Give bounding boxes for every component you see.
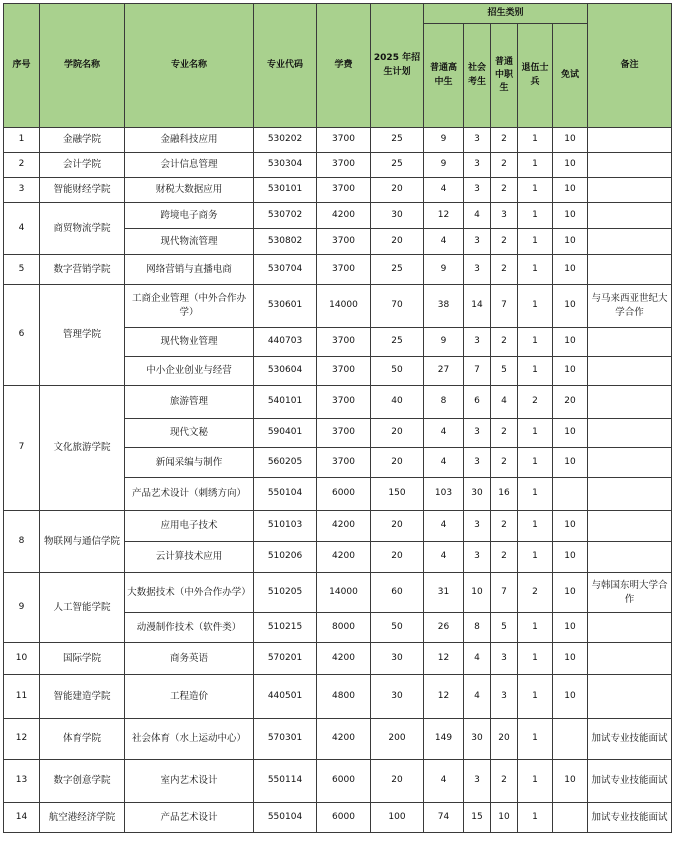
count-vet: 1 xyxy=(518,613,553,643)
count-social: 3 xyxy=(464,178,491,203)
college-name: 物联网与通信学院 xyxy=(40,511,125,573)
college-name: 航空港经济学院 xyxy=(40,803,125,833)
table-row xyxy=(4,760,672,803)
count-social: 3 xyxy=(464,153,491,178)
major-code: 550104 xyxy=(254,478,317,511)
major-code: 530704 xyxy=(254,255,317,285)
count-voc: 2 xyxy=(491,760,518,803)
major-name: 商务英语 xyxy=(125,643,254,675)
count-social: 14 xyxy=(464,285,491,328)
plan: 20 xyxy=(371,760,424,803)
count-high: 31 xyxy=(424,573,464,613)
major-name: 应用电子技术 xyxy=(125,511,254,542)
major-name: 金融科技应用 xyxy=(125,128,254,153)
plan: 200 xyxy=(371,719,424,760)
college-name: 商贸物流学院 xyxy=(40,203,125,255)
major-code: 530304 xyxy=(254,153,317,178)
count-vet: 1 xyxy=(518,357,553,386)
count-high: 38 xyxy=(424,285,464,328)
header-category: 招生类别 xyxy=(424,4,588,24)
plan: 60 xyxy=(371,573,424,613)
count-vet: 1 xyxy=(518,229,553,255)
count-vet: 1 xyxy=(518,419,553,448)
row-number: 10 xyxy=(4,643,40,675)
count-voc: 2 xyxy=(491,229,518,255)
college-name: 智能建造学院 xyxy=(40,675,125,719)
header-remark: 备注 xyxy=(588,4,672,128)
count-social: 3 xyxy=(464,419,491,448)
plan: 20 xyxy=(371,448,424,478)
row-number: 12 xyxy=(4,719,40,760)
header-college: 学院名称 xyxy=(40,4,125,128)
major-code: 550114 xyxy=(254,760,317,803)
table-row xyxy=(4,386,672,419)
major-name: 旅游管理 xyxy=(125,386,254,419)
count-exempt: 10 xyxy=(553,229,588,255)
major-name: 社会体育（水上运动中心） xyxy=(125,719,254,760)
count-vet: 2 xyxy=(518,386,553,419)
fee: 3700 xyxy=(317,448,371,478)
college-name: 数字创意学院 xyxy=(40,760,125,803)
count-vet: 1 xyxy=(518,675,553,719)
count-voc: 4 xyxy=(491,386,518,419)
major-code: 510206 xyxy=(254,542,317,573)
row-number: 13 xyxy=(4,760,40,803)
fee: 3700 xyxy=(317,128,371,153)
count-high: 74 xyxy=(424,803,464,833)
count-vet: 1 xyxy=(518,255,553,285)
count-high: 12 xyxy=(424,643,464,675)
major-name: 财税大数据应用 xyxy=(125,178,254,203)
fee: 4800 xyxy=(317,675,371,719)
table-row xyxy=(4,573,672,613)
fee: 3700 xyxy=(317,328,371,357)
count-vet: 1 xyxy=(518,203,553,229)
header-cat-high: 普通高中生 xyxy=(424,24,464,128)
count-exempt: 10 xyxy=(553,573,588,613)
count-voc: 7 xyxy=(491,285,518,328)
major-code: 540101 xyxy=(254,386,317,419)
fee: 4200 xyxy=(317,643,371,675)
table-row xyxy=(4,511,672,542)
count-voc: 2 xyxy=(491,542,518,573)
plan: 50 xyxy=(371,613,424,643)
count-high: 9 xyxy=(424,153,464,178)
major-code: 530802 xyxy=(254,229,317,255)
remark xyxy=(588,357,672,386)
count-voc: 2 xyxy=(491,128,518,153)
count-exempt: 10 xyxy=(553,255,588,285)
plan: 30 xyxy=(371,203,424,229)
remark: 加试专业技能面试 xyxy=(588,803,672,833)
major-name: 现代物流管理 xyxy=(125,229,254,255)
header-cat-voc: 普通中职生 xyxy=(491,24,518,128)
count-voc: 5 xyxy=(491,357,518,386)
remark xyxy=(588,229,672,255)
college-name: 体育学院 xyxy=(40,719,125,760)
remark xyxy=(588,178,672,203)
count-vet: 1 xyxy=(518,643,553,675)
count-vet: 1 xyxy=(518,760,553,803)
row-number: 7 xyxy=(4,386,40,511)
major-code: 440501 xyxy=(254,675,317,719)
count-exempt: 10 xyxy=(553,153,588,178)
remark xyxy=(588,128,672,153)
count-social: 4 xyxy=(464,675,491,719)
table-row xyxy=(4,128,672,153)
remark: 与韩国东明大学合作 xyxy=(588,573,672,613)
fee: 6000 xyxy=(317,803,371,833)
row-number: 1 xyxy=(4,128,40,153)
count-exempt: 10 xyxy=(553,511,588,542)
plan: 20 xyxy=(371,229,424,255)
count-high: 8 xyxy=(424,386,464,419)
remark xyxy=(588,675,672,719)
fee: 4200 xyxy=(317,542,371,573)
major-code: 530601 xyxy=(254,285,317,328)
remark: 与马来西亚世纪大学合作 xyxy=(588,285,672,328)
count-voc: 3 xyxy=(491,203,518,229)
row-number: 6 xyxy=(4,285,40,386)
college-name: 数字营销学院 xyxy=(40,255,125,285)
count-vet: 1 xyxy=(518,803,553,833)
major-name: 大数据技术（中外合作办学） xyxy=(125,573,254,613)
header-code: 专业代码 xyxy=(254,4,317,128)
count-high: 4 xyxy=(424,178,464,203)
row-number: 3 xyxy=(4,178,40,203)
count-voc: 7 xyxy=(491,573,518,613)
count-exempt: 10 xyxy=(553,203,588,229)
table-row xyxy=(4,675,672,719)
count-vet: 1 xyxy=(518,511,553,542)
count-exempt: 10 xyxy=(553,542,588,573)
count-social: 3 xyxy=(464,542,491,573)
college-name: 管理学院 xyxy=(40,285,125,386)
row-number: 14 xyxy=(4,803,40,833)
major-code: 510103 xyxy=(254,511,317,542)
major-code: 530202 xyxy=(254,128,317,153)
count-exempt xyxy=(553,803,588,833)
plan: 100 xyxy=(371,803,424,833)
fee: 4200 xyxy=(317,511,371,542)
count-social: 3 xyxy=(464,229,491,255)
table-row xyxy=(4,178,672,203)
table-body xyxy=(4,128,672,833)
count-exempt xyxy=(553,719,588,760)
count-vet: 1 xyxy=(518,719,553,760)
count-exempt: 10 xyxy=(553,448,588,478)
header-no: 序号 xyxy=(4,4,40,128)
header-plan: 2025 年招生计划 xyxy=(371,4,424,128)
major-name: 现代物业管理 xyxy=(125,328,254,357)
count-voc: 2 xyxy=(491,419,518,448)
count-social: 3 xyxy=(464,511,491,542)
plan: 25 xyxy=(371,153,424,178)
count-social: 30 xyxy=(464,719,491,760)
table-row xyxy=(4,255,672,285)
header-cat-vet: 退伍士兵 xyxy=(518,24,553,128)
major-code: 440703 xyxy=(254,328,317,357)
count-high: 4 xyxy=(424,448,464,478)
remark xyxy=(588,511,672,542)
count-high: 26 xyxy=(424,613,464,643)
college-name: 国际学院 xyxy=(40,643,125,675)
major-code: 530604 xyxy=(254,357,317,386)
count-voc: 5 xyxy=(491,613,518,643)
remark xyxy=(588,203,672,229)
count-high: 27 xyxy=(424,357,464,386)
count-social: 3 xyxy=(464,255,491,285)
major-code: 510215 xyxy=(254,613,317,643)
major-code: 530702 xyxy=(254,203,317,229)
row-number: 2 xyxy=(4,153,40,178)
major-code: 530101 xyxy=(254,178,317,203)
count-voc: 20 xyxy=(491,719,518,760)
table-row xyxy=(4,719,672,760)
admission-plan-table xyxy=(3,3,672,833)
remark xyxy=(588,448,672,478)
count-high: 9 xyxy=(424,255,464,285)
remark xyxy=(588,255,672,285)
count-exempt: 10 xyxy=(553,675,588,719)
plan: 70 xyxy=(371,285,424,328)
count-high: 9 xyxy=(424,328,464,357)
college-name: 会计学院 xyxy=(40,153,125,178)
plan: 20 xyxy=(371,178,424,203)
count-voc: 3 xyxy=(491,643,518,675)
fee: 3700 xyxy=(317,255,371,285)
plan: 30 xyxy=(371,643,424,675)
count-high: 4 xyxy=(424,419,464,448)
fee: 3700 xyxy=(317,419,371,448)
table-row xyxy=(4,285,672,328)
table-row xyxy=(4,153,672,178)
fee: 4200 xyxy=(317,719,371,760)
remark xyxy=(588,542,672,573)
fee: 3700 xyxy=(317,386,371,419)
plan: 20 xyxy=(371,511,424,542)
count-exempt: 20 xyxy=(553,386,588,419)
count-voc: 2 xyxy=(491,153,518,178)
count-exempt: 10 xyxy=(553,328,588,357)
count-high: 4 xyxy=(424,511,464,542)
major-name: 现代文秘 xyxy=(125,419,254,448)
plan: 20 xyxy=(371,542,424,573)
remark xyxy=(588,613,672,643)
plan: 20 xyxy=(371,419,424,448)
count-vet: 1 xyxy=(518,285,553,328)
major-name: 网络营销与直播电商 xyxy=(125,255,254,285)
table-row xyxy=(4,643,672,675)
fee: 3700 xyxy=(317,178,371,203)
count-high: 9 xyxy=(424,128,464,153)
plan: 25 xyxy=(371,128,424,153)
major-code: 570301 xyxy=(254,719,317,760)
count-high: 12 xyxy=(424,203,464,229)
count-voc: 16 xyxy=(491,478,518,511)
fee: 14000 xyxy=(317,285,371,328)
fee: 8000 xyxy=(317,613,371,643)
fee: 3700 xyxy=(317,357,371,386)
row-number: 4 xyxy=(4,203,40,255)
fee: 3700 xyxy=(317,153,371,178)
header-fee: 学费 xyxy=(317,4,371,128)
plan: 25 xyxy=(371,328,424,357)
plan: 50 xyxy=(371,357,424,386)
header-major: 专业名称 xyxy=(125,4,254,128)
count-vet: 1 xyxy=(518,178,553,203)
count-social: 15 xyxy=(464,803,491,833)
count-exempt: 10 xyxy=(553,419,588,448)
count-voc: 2 xyxy=(491,448,518,478)
major-name: 会计信息管理 xyxy=(125,153,254,178)
count-exempt: 10 xyxy=(553,643,588,675)
count-high: 149 xyxy=(424,719,464,760)
major-name: 新闻采编与制作 xyxy=(125,448,254,478)
fee: 3700 xyxy=(317,229,371,255)
count-vet: 1 xyxy=(518,478,553,511)
college-name: 智能财经学院 xyxy=(40,178,125,203)
remark xyxy=(588,643,672,675)
count-high: 4 xyxy=(424,542,464,573)
count-high: 4 xyxy=(424,229,464,255)
plan: 150 xyxy=(371,478,424,511)
count-vet: 1 xyxy=(518,448,553,478)
count-social: 8 xyxy=(464,613,491,643)
fee: 4200 xyxy=(317,203,371,229)
major-name: 中小企业创业与经营 xyxy=(125,357,254,386)
count-social: 3 xyxy=(464,760,491,803)
major-name: 室内艺术设计 xyxy=(125,760,254,803)
major-name: 跨境电子商务 xyxy=(125,203,254,229)
count-voc: 3 xyxy=(491,675,518,719)
count-social: 7 xyxy=(464,357,491,386)
remark: 加试专业技能面试 xyxy=(588,760,672,803)
fee: 6000 xyxy=(317,478,371,511)
remark xyxy=(588,419,672,448)
count-vet: 1 xyxy=(518,128,553,153)
count-social: 3 xyxy=(464,328,491,357)
count-exempt: 10 xyxy=(553,760,588,803)
count-exempt xyxy=(553,478,588,511)
count-vet: 1 xyxy=(518,153,553,178)
header-cat-exempt: 免试 xyxy=(553,24,588,128)
count-high: 103 xyxy=(424,478,464,511)
count-exempt: 10 xyxy=(553,128,588,153)
count-high: 4 xyxy=(424,760,464,803)
college-name: 金融学院 xyxy=(40,128,125,153)
count-vet: 2 xyxy=(518,573,553,613)
major-code: 560205 xyxy=(254,448,317,478)
count-voc: 2 xyxy=(491,328,518,357)
college-name: 人工智能学院 xyxy=(40,573,125,643)
remark: 加试专业技能面试 xyxy=(588,719,672,760)
major-code: 590401 xyxy=(254,419,317,448)
major-name: 工商企业管理（中外合作办学） xyxy=(125,285,254,328)
major-name: 工程造价 xyxy=(125,675,254,719)
major-code: 550104 xyxy=(254,803,317,833)
header-cat-social: 社会考生 xyxy=(464,24,491,128)
major-name: 动漫制作技术（软件类） xyxy=(125,613,254,643)
row-number: 5 xyxy=(4,255,40,285)
count-social: 30 xyxy=(464,478,491,511)
major-code: 570201 xyxy=(254,643,317,675)
plan: 40 xyxy=(371,386,424,419)
major-name: 产品艺术设计 xyxy=(125,803,254,833)
college-name: 文化旅游学院 xyxy=(40,386,125,511)
table-row xyxy=(4,803,672,833)
count-exempt: 10 xyxy=(553,357,588,386)
count-social: 3 xyxy=(464,448,491,478)
remark xyxy=(588,478,672,511)
major-name: 产品艺术设计（刺绣方向） xyxy=(125,478,254,511)
count-vet: 1 xyxy=(518,542,553,573)
count-voc: 2 xyxy=(491,255,518,285)
remark xyxy=(588,328,672,357)
count-exempt: 10 xyxy=(553,178,588,203)
row-number: 9 xyxy=(4,573,40,643)
plan: 30 xyxy=(371,675,424,719)
table-row xyxy=(4,203,672,229)
count-vet: 1 xyxy=(518,328,553,357)
remark xyxy=(588,386,672,419)
fee: 6000 xyxy=(317,760,371,803)
count-voc: 10 xyxy=(491,803,518,833)
count-social: 4 xyxy=(464,203,491,229)
count-exempt: 10 xyxy=(553,613,588,643)
fee: 14000 xyxy=(317,573,371,613)
count-social: 6 xyxy=(464,386,491,419)
plan: 25 xyxy=(371,255,424,285)
major-code: 510205 xyxy=(254,573,317,613)
count-high: 12 xyxy=(424,675,464,719)
count-social: 4 xyxy=(464,643,491,675)
count-voc: 2 xyxy=(491,511,518,542)
major-name: 云计算技术应用 xyxy=(125,542,254,573)
row-number: 8 xyxy=(4,511,40,573)
remark xyxy=(588,153,672,178)
count-social: 3 xyxy=(464,128,491,153)
count-voc: 2 xyxy=(491,178,518,203)
count-social: 10 xyxy=(464,573,491,613)
count-exempt: 10 xyxy=(553,285,588,328)
row-number: 11 xyxy=(4,675,40,719)
